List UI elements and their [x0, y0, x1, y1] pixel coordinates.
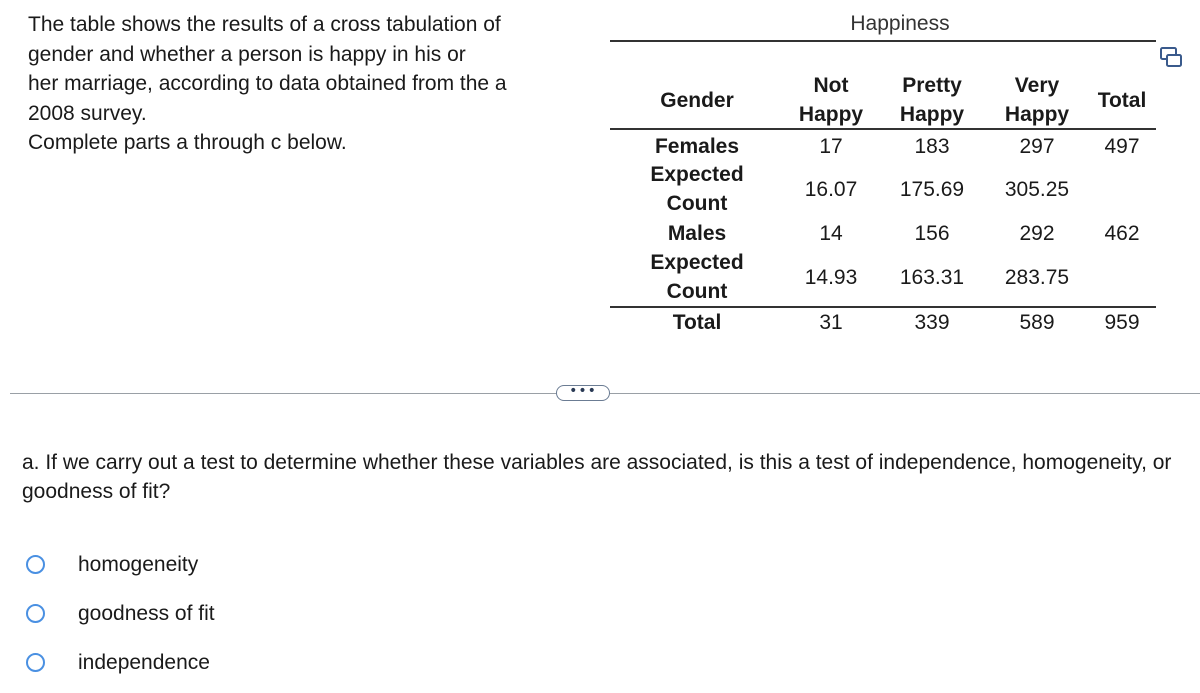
radio-button[interactable]	[26, 555, 45, 574]
header-line: Very	[1014, 74, 1060, 97]
option-homogeneity[interactable]	[26, 540, 215, 589]
problem-intro	[28, 10, 588, 158]
table-cell: 339	[914, 310, 950, 334]
intro-line: 2008 survey.	[28, 101, 147, 125]
row-label-line: Count	[666, 280, 728, 303]
table-cell: 14.93	[804, 265, 858, 289]
intro-line: gender and whether a person is happy in his or	[28, 42, 466, 66]
copy-icon[interactable]	[1158, 46, 1184, 70]
table-cell: 589	[1019, 310, 1055, 334]
intro-line: her marriage, according to data obtained from the a	[28, 72, 507, 95]
table-cell: 305.25	[1004, 177, 1070, 201]
row-label-expected-count	[637, 160, 757, 218]
option-goodness-of-fit[interactable]	[26, 589, 215, 638]
row-label-expected-count	[637, 248, 757, 306]
table-cell: 14	[819, 221, 843, 245]
table-cell: 462	[1104, 221, 1140, 245]
table-cell: 497	[1104, 134, 1140, 158]
option-label[interactable]: goodness of fit	[78, 601, 215, 625]
header-not-happy	[786, 70, 876, 130]
intro-line: The table shows the results of a cross tabulation of	[28, 13, 501, 36]
table-cell: 297	[1019, 134, 1055, 158]
table-group-label: Happiness	[850, 12, 950, 35]
table-cell: 183	[914, 134, 950, 158]
intro-line: Complete parts a through c below.	[28, 131, 347, 154]
table-cell: 175.69	[899, 177, 965, 201]
table-cell: 163.31	[899, 265, 965, 289]
cross-tab-table	[610, 0, 1156, 340]
table-rule-top	[610, 40, 1156, 42]
option-label[interactable]: homogeneity	[78, 552, 199, 576]
more-options-button[interactable]: •••	[556, 385, 610, 401]
table-cell: 292	[1019, 221, 1055, 245]
header-line: Happy	[798, 103, 864, 126]
header-total: Total	[1097, 88, 1147, 112]
option-independence[interactable]	[26, 638, 215, 687]
header-line: Happy	[899, 103, 965, 126]
header-gender: Gender	[660, 88, 734, 112]
header-line: Not	[813, 74, 849, 97]
row-label-total: Total	[672, 310, 722, 334]
answer-options	[26, 540, 215, 687]
row-label-males: Males	[667, 221, 727, 245]
table-cell: 17	[819, 134, 843, 158]
table-rule-header	[610, 128, 1156, 130]
row-label-females: Females	[654, 134, 740, 158]
option-label[interactable]: independence	[78, 650, 210, 674]
table-cell: 283.75	[1004, 265, 1070, 289]
radio-button[interactable]	[26, 604, 45, 623]
row-label-line: Expected	[650, 163, 744, 186]
question-text: a. If we carry out a test to determine whether these variables are associated, is this a test of independence, homogeneity, or goodness of fit?	[22, 451, 1172, 503]
row-label-line: Count	[666, 192, 728, 215]
table-cell: 156	[914, 221, 950, 245]
header-pretty-happy	[882, 70, 982, 130]
table-cell: 959	[1104, 310, 1140, 334]
row-label-line: Expected	[650, 251, 744, 274]
header-line: Happy	[1004, 103, 1070, 126]
table-cell: 16.07	[804, 177, 858, 201]
header-line: Pretty	[902, 74, 962, 97]
header-very-happy	[987, 70, 1087, 130]
radio-button[interactable]	[26, 653, 45, 672]
table-cell: 31	[819, 310, 843, 334]
